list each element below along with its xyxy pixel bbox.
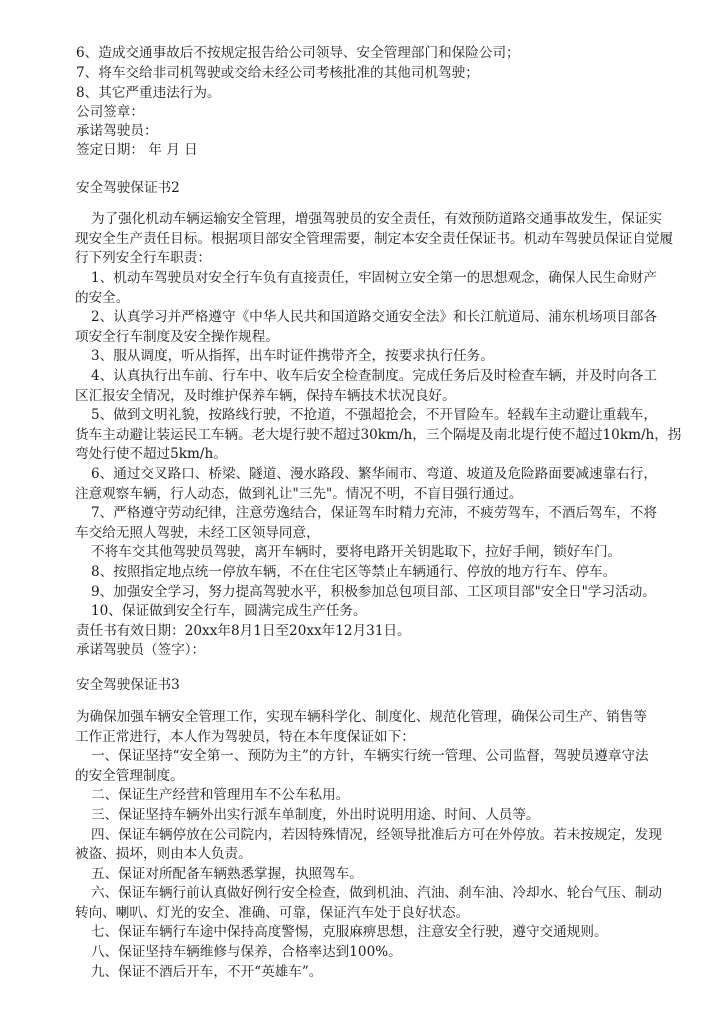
text-line: 2、认真学习并严格遵守《中华人民共和国道路交通安全法》和长江航道局、浦东机场项目部各 [91,309,657,325]
text-line: 签定日期： 年 月 日 [76,142,198,158]
text-line: 四、保证车辆停放在公司院内，若因特殊情况，经领导批准后方可在外停放。若未按规定，发现 [91,827,662,843]
text-line: 货车主动避让装运民工车辆。老大堤行驶不超过30km/h，三个隔堤及南北堤行使不超过10km/h，拐 [75,427,682,443]
section-heading: 安全驾驶保证书2 [76,180,180,196]
text-line: 7、严格遵守劳动纪律，注意劳逸结合，保证驾车时精力充沛，不疲劳驾车，不酒后驾车，不将 [91,505,657,521]
text-line: 责任书有效日期：20xx年8月1日至20xx年12月31日。 [76,623,411,639]
text-line: 一、保证坚持“安全第一、预防为主”的方针，车辆实行统一管理、公司监督，驾驶员遵章守法 [91,748,649,764]
text-line: 为了强化机动车辆运输安全管理，增强驾驶员的安全责任，有效预防道路交通事故发生，保证实 [91,211,662,227]
text-line: 9、加强安全学习，努力提高驾驶水平，积极参加总包项目部、工区项目部"安全日"学习活动。 [91,584,656,600]
section-heading: 安全驾驶保证书3 [76,677,180,693]
text-line: 九、保证不酒后开车，不开“英雄车”。 [91,964,323,980]
text-line: 8、按照指定地点统一停放车辆，不在住宅区等禁止车辆通行、停放的地方行车、停车。 [91,564,617,580]
text-line: 二、保证生产经营和管理用车不公车私用。 [91,787,350,803]
text-line: 10、保证做到安全行车，圆满完成生产任务。 [91,603,367,619]
text-line: 六、保证车辆行前认真做好例行安全检查，做到机油、汽油、刹车油、冷却水、轮台气压、制动 [91,885,662,901]
text-line: 工作正常进行，本人作为驾驶员，特在本年度保证如下： [75,729,415,745]
text-line: 的安全。 [75,290,130,306]
text-line: 区汇报安全情况，及时维护保养车辆，保持车辆技术状况良好。 [75,388,456,404]
text-line: 公司签章： [76,104,144,120]
text-line: 6、通过交叉路口、桥梁、隧道、漫水路段、繁华闹市、弯道、坡道及危险路面要减速靠右行， [91,466,657,482]
text-line: 现安全生产责任目标。根据项目部安全管理需要，制定本安全责任保证书。机动车驾驶员保证自觉履 [75,231,674,247]
text-line: 被盗、损坏，则由本人负责。 [75,846,252,862]
text-line: 转向、喇叭、灯光的安全、准确、可靠，保证汽车处于良好状态。 [75,905,470,921]
text-line: 五、保证对所配备车辆熟悉掌握，执照驾车。 [91,866,363,882]
text-line: 车交给无照人驾驶，未经工区领导同意， [75,525,320,541]
text-line: 弯处行使不超过5km/h。 [75,446,227,462]
text-line: 三、保证坚持车辆外出实行派车单制度，外出时说明用途、时间、人员等。 [91,807,540,823]
text-line: 的安全管理制度。 [75,768,184,784]
text-line: 行下列安全行车职责： [75,250,211,266]
text-line: 承诺驾驶员（签字）： [76,642,206,658]
text-line: 8、其它严重违法行为。 [76,85,221,101]
text-line: 八、保证坚持车辆维修与保养，合格率达到100%。 [91,944,402,960]
text-line: 3、服从调度，听从指挥，出车时证件携带齐全，按要求执行任务。 [91,348,494,364]
text-line: 1、机动车驾驶员对安全行车负有直接责任，牢固树立安全第一的思想观念，确保人民生命财产 [91,270,657,286]
text-line: 项安全行车制度及安全操作规程。 [75,329,279,345]
text-line: 5、做到文明礼貌，按路线行驶，不抢道，不强超抢会，不开冒险车。轻载车主动避让重载车， [91,407,657,423]
text-line: 不将车交其他驾驶员驾驶，离开车辆时，要将电路开关钥匙取下，拉好手闸，锁好车门。 [91,544,622,560]
text-line: 为确保加强车辆安全管理工作，实现车辆科学化、制度化、规范化管理，确保公司生产、销售等 [76,709,647,725]
text-line: 7、将车交给非司机驾驶或交给未经公司考核批准的其他司机驾驶； [76,65,479,81]
text-line: 承诺驾驶员： [76,123,158,139]
text-line: 注意观察车辆，行人动态，做到礼让"三先"。情况不明，不盲目强行通过。 [75,486,523,502]
text-line: 6、造成交通事故后不按规定报告给公司领导、安全管理部门和保险公司； [76,45,520,61]
text-line: 4、认真执行出车前、行车中、收车后安全检查制度。完成任务后及时检查车辆，并及时向各工 [91,368,657,384]
text-line: 七、保证车辆行车途中保持高度警惕，克服麻痹思想，注意安全行驶，遵守交通规则。 [91,924,608,940]
